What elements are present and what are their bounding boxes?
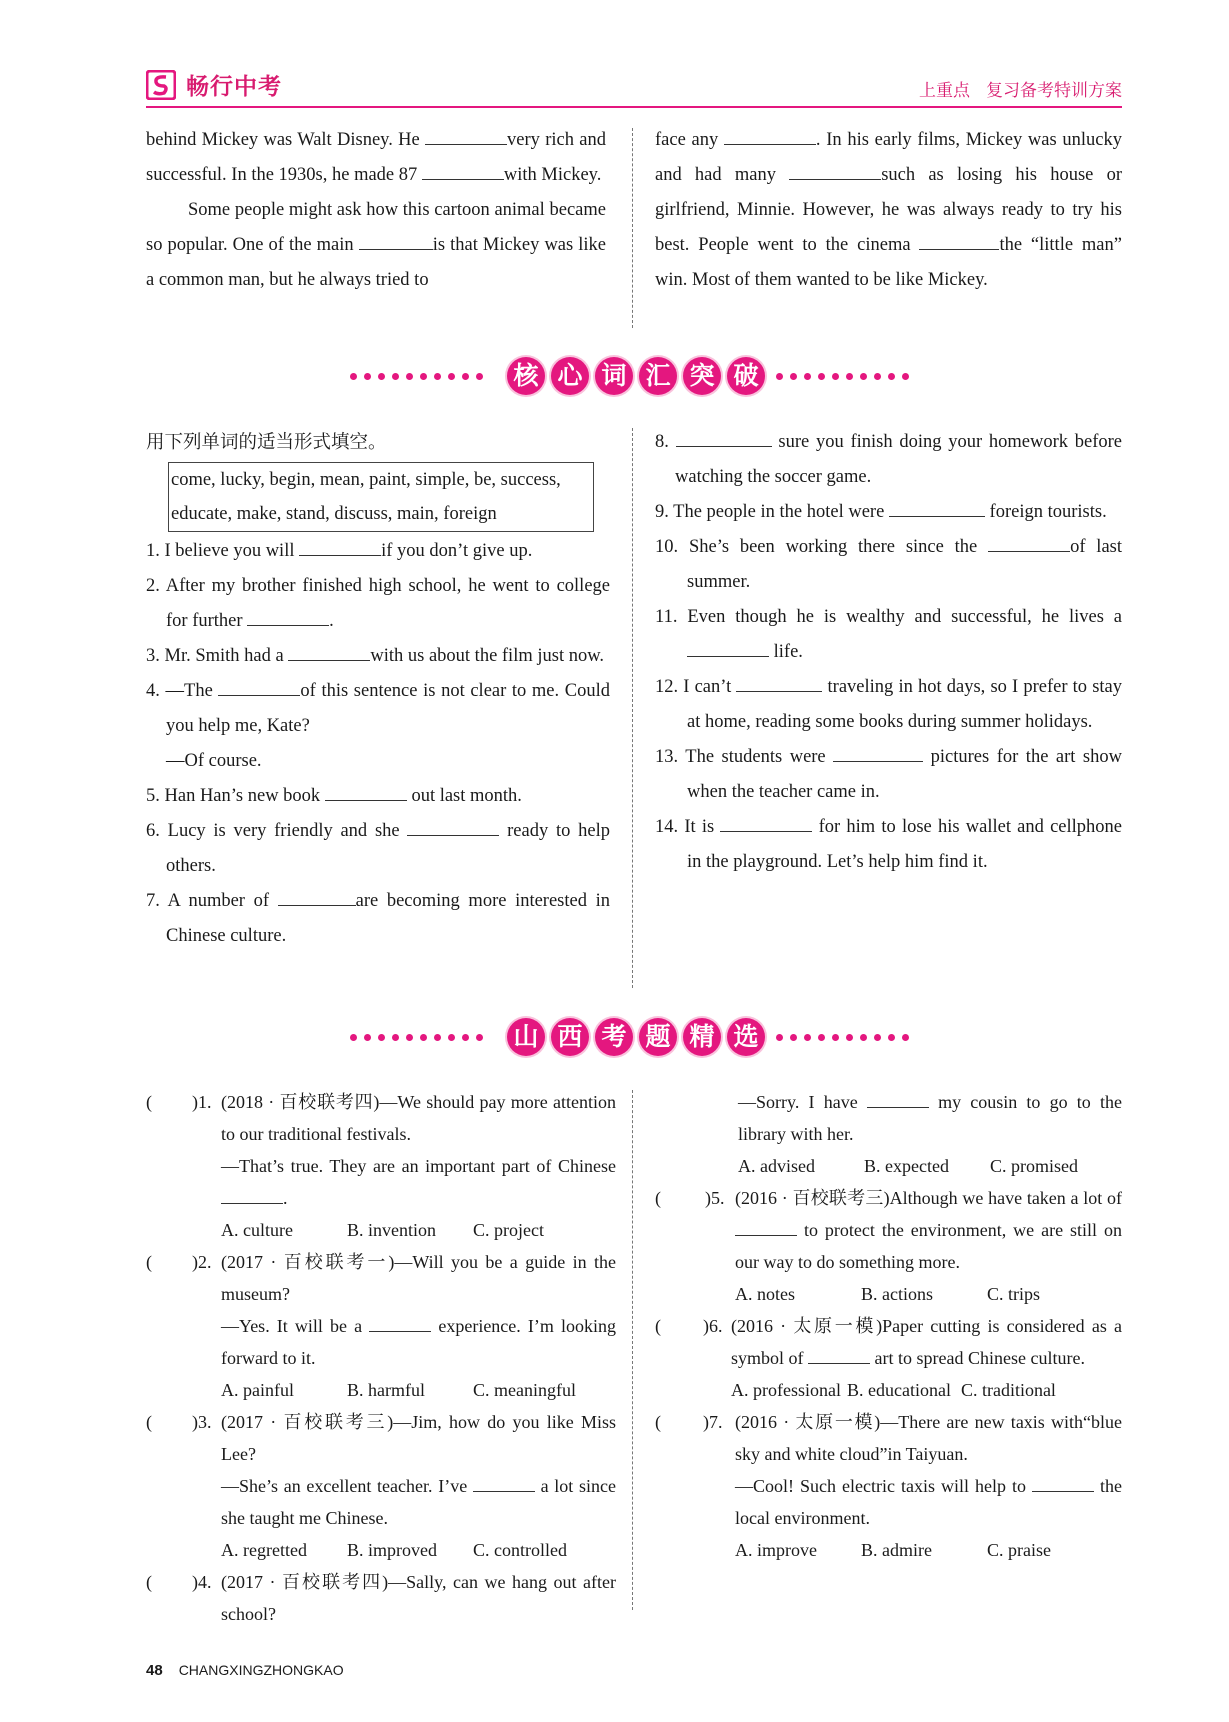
question-text: to protect the environment, we are still on our way to do something more. [735, 1220, 1122, 1272]
item-text: . [329, 611, 334, 631]
vocab-item-6 [146, 814, 610, 884]
answer-paren[interactable]: ( [146, 1572, 152, 1592]
column-divider [632, 1090, 633, 1610]
header-tagline [903, 76, 1122, 101]
question-3 [146, 1406, 616, 1566]
vocab-item-2 [146, 569, 610, 639]
question-text: —Yes. It will be a [221, 1316, 370, 1336]
question-text: experience. I’m looking forward to it. [221, 1316, 617, 1368]
option-c[interactable]: C. praise [987, 1540, 1051, 1560]
answer-blank[interactable] [288, 642, 370, 662]
word-bank-line: educate, make, stand, discuss, main, foreign [171, 504, 497, 524]
answer-blank[interactable] [359, 231, 433, 251]
passage-text: with Mickey. [503, 165, 602, 185]
item-text: foreign tourists. [984, 502, 1107, 522]
title-char: 汇 [639, 357, 677, 395]
question-text: the local environment. [735, 1476, 1122, 1528]
decorative-dots-left [350, 1034, 490, 1042]
passage-text: such as losing his house or girlfriend, Minnie. However, he was always ready to try his best. People went to the cinema [655, 165, 1122, 255]
title-char: 突 [683, 357, 721, 395]
item-number: 7. [146, 891, 160, 911]
answer-blank[interactable] [724, 126, 816, 146]
option-a[interactable]: A. culture [221, 1220, 293, 1240]
decorative-dots-left [350, 373, 490, 381]
item-text: of last summer. [687, 537, 1122, 592]
answer-blank[interactable] [299, 537, 381, 557]
item-text: sure you finish doing your homework before watching the soccer game. [675, 432, 1122, 487]
passage-paragraph-3 [655, 123, 1122, 298]
question-number: )2. [192, 1252, 212, 1272]
page-number: 48 [146, 1662, 163, 1679]
answer-blank[interactable] [988, 533, 1070, 553]
question-text: —She’s an excellent teacher. I’ve [221, 1476, 473, 1496]
option-b[interactable]: B. expected [864, 1156, 949, 1176]
item-number: 14. [655, 817, 679, 837]
item-number: 6. [146, 821, 160, 841]
option-b[interactable]: B. educational [846, 1380, 951, 1400]
answer-blank[interactable] [676, 428, 772, 448]
item-number: 13. [655, 747, 679, 767]
section-title-chars [507, 352, 771, 402]
option-a[interactable]: A. improve [735, 1540, 817, 1560]
answer-blank[interactable] [687, 638, 769, 658]
word-bank-line: come, lucky, begin, mean, paint, simple, be, success, [171, 470, 561, 490]
answer-blank[interactable] [278, 887, 356, 907]
title-char: 考 [595, 1018, 633, 1056]
tagline-part-1: 上重点 [919, 81, 970, 101]
answer-paren[interactable]: ( [655, 1316, 661, 1336]
instruction: 用下列单词的适当形式填空。 [146, 432, 387, 453]
item-text: traveling in hot days, so I prefer to stay at home, reading some books during summer holidays. [687, 677, 1122, 732]
item-number: 12. [655, 677, 679, 697]
item-number: 11. [655, 607, 678, 627]
page-footer [146, 1662, 344, 1679]
item-number: 9. [655, 502, 669, 522]
title-char: 山 [507, 1018, 545, 1056]
item-text: are becoming more interested in Chinese culture. [166, 891, 610, 946]
item-text: The students were [685, 747, 834, 767]
passage-text: the “little man” win. Most of them wanted to be like Mickey. [655, 235, 1122, 290]
passage-text: very rich and successful. In the 1930s, he made 87 [146, 130, 606, 185]
answer-blank[interactable] [425, 126, 507, 146]
title-char: 选 [727, 1018, 765, 1056]
option-b[interactable]: B. invention [347, 1220, 436, 1240]
item-number: 10. [655, 537, 679, 557]
section-title-shanxi-exam [0, 1013, 1229, 1063]
question-number: )3. [192, 1412, 212, 1432]
item-text: ready to help others. [166, 821, 610, 876]
answer-paren[interactable]: ( [655, 1412, 661, 1432]
vocab-item-5 [146, 779, 610, 814]
question-text: a lot since she taught me Chinese. [221, 1476, 616, 1528]
answer-paren[interactable]: ( [146, 1092, 152, 1112]
answer-blank[interactable] [407, 817, 499, 837]
option-a[interactable]: A. professional [731, 1380, 841, 1400]
page-header [146, 66, 1122, 108]
vocab-item-14 [655, 810, 1122, 880]
item-text: The people in the hotel were [673, 502, 889, 522]
title-char: 西 [551, 1018, 589, 1056]
question-text: —Sally, can we hang out after school? [221, 1572, 617, 1624]
item-number: 5. [146, 786, 160, 806]
answer-blank[interactable] [325, 782, 407, 802]
question-text: —There are new taxis with“blue sky and white cloud”in Taiyuan. [735, 1412, 1122, 1464]
answer-blank[interactable] [833, 743, 923, 763]
question-number: )5. [705, 1188, 725, 1208]
option-a[interactable]: A. notes [735, 1284, 795, 1304]
passage-right-column [655, 123, 1122, 298]
answer-paren[interactable]: ( [655, 1188, 661, 1208]
option-c[interactable]: C. trips [987, 1284, 1041, 1304]
question-text: —Jim, how do you like Miss Lee? [221, 1412, 616, 1464]
item-text: for him to lose his wallet and cellphone in the playground. Let’s help him find it. [687, 817, 1123, 872]
item-text: I can’t [683, 677, 737, 697]
option-a[interactable]: A. advised [738, 1156, 815, 1176]
question-1 [146, 1086, 616, 1246]
question-number: )7. [703, 1412, 723, 1432]
item-text: pictures for the art show when the teacher came in. [687, 747, 1122, 802]
title-char: 心 [551, 357, 589, 395]
question-7 [655, 1406, 1122, 1566]
item-number: 3. [146, 646, 160, 666]
title-char: 词 [595, 357, 633, 395]
answer-blank[interactable] [247, 607, 329, 627]
item-text: I believe you will [164, 541, 300, 561]
question-text: —We should pay more attention to our traditional festivals. [221, 1092, 617, 1144]
answer-blank[interactable] [808, 1345, 870, 1364]
item-text: Lucy is very friendly and she [167, 821, 408, 841]
option-c[interactable]: C. traditional [960, 1380, 1056, 1400]
vocab-item-8 [655, 425, 1122, 495]
item-text: of this sentence is not clear to me. Could you help me, Kate? [166, 681, 611, 736]
item-text: if you don’t give up. [381, 541, 533, 561]
question-source: (2017 · 百校联考一) [221, 1252, 395, 1272]
section-title-chars [507, 1013, 771, 1063]
answer-blank[interactable] [789, 161, 881, 181]
option-a[interactable]: A. painful [221, 1380, 294, 1400]
section-title-core-vocabulary [0, 352, 1229, 402]
answer-blank[interactable] [720, 813, 812, 833]
question-text: art to spread Chinese culture. [870, 1348, 1085, 1368]
question-4-continued [655, 1086, 1122, 1182]
decorative-dots-right [776, 373, 916, 381]
item-number: 1. [146, 541, 160, 561]
item-number: 4. [146, 681, 160, 701]
vocab-item-13 [655, 740, 1122, 810]
vocab-item-7 [146, 884, 610, 954]
vocab-left-column [146, 425, 610, 954]
option-b[interactable]: B. actions [861, 1284, 933, 1304]
question-text: . [283, 1188, 288, 1208]
question-source: (2016 · 百校联考三) [735, 1188, 890, 1208]
footer-name: CHANGXINGZHONGKAO [178, 1662, 344, 1678]
question-number: )6. [703, 1316, 723, 1336]
item-text: She’s been working there since the [688, 537, 989, 557]
question-source: (2017 · 百校联考四) [221, 1572, 389, 1592]
item-text: Mr. Smith had a [164, 646, 289, 666]
answer-paren[interactable]: ( [146, 1412, 152, 1432]
vocab-item-10 [655, 530, 1122, 600]
item-text: —The [165, 681, 219, 701]
answer-blank[interactable] [218, 677, 300, 697]
passage-paragraph-2 [146, 193, 606, 298]
question-text: —Sorry. I have [738, 1092, 867, 1112]
vocab-item-3 [146, 639, 610, 674]
passage-paragraph-1 [146, 123, 606, 193]
vocab-item-9 [655, 495, 1122, 530]
question-source: (2016 · 太原一模) [731, 1316, 883, 1336]
question-text: Paper cutting is considered as a symbol of [731, 1316, 1123, 1368]
option-c[interactable]: C. promised [990, 1156, 1078, 1176]
passage-text: . In his early films, Mickey was unlucky and had many [655, 130, 1122, 185]
answer-paren[interactable]: ( [146, 1252, 152, 1272]
option-c[interactable]: C. meaningful [473, 1380, 576, 1400]
question-number: )1. [192, 1092, 212, 1112]
item-text: A number of [167, 891, 278, 911]
vocab-item-12 [655, 670, 1122, 740]
title-char: 题 [639, 1018, 677, 1056]
answer-blank[interactable] [1032, 1473, 1094, 1492]
vocab-item-4-reply: —Of course. [166, 751, 262, 771]
vocab-item-11 [655, 600, 1122, 670]
question-number: )4. [192, 1572, 212, 1592]
passage-text: is that Mickey was like a common man, but he always tried to [146, 235, 607, 290]
option-c[interactable]: C. project [473, 1220, 544, 1240]
answer-blank[interactable] [735, 1217, 797, 1236]
item-number: 8. [655, 432, 669, 452]
option-c[interactable]: C. controlled [473, 1540, 567, 1560]
item-text: Han Han’s new book [164, 786, 325, 806]
question-text: my cousin to go to the library with her. [738, 1092, 1122, 1144]
item-text: out last month. [406, 786, 522, 806]
question-text: —Cool! Such electric taxis will help to [735, 1476, 1032, 1496]
question-4 [146, 1566, 616, 1630]
logo-icon [146, 70, 176, 100]
vocab-right-column [655, 425, 1122, 880]
option-a[interactable]: A. regretted [221, 1540, 307, 1560]
exam-left-column [146, 1086, 616, 1630]
option-b[interactable]: B. admire [861, 1540, 932, 1560]
question-2 [146, 1246, 616, 1406]
answer-blank[interactable] [867, 1089, 929, 1108]
title-char: 破 [727, 357, 765, 395]
tagline-part-2: 复习备考特训方案 [986, 81, 1122, 101]
option-b[interactable]: B. harmful [347, 1380, 425, 1400]
answer-blank[interactable] [422, 161, 504, 181]
item-text: life. [769, 642, 803, 662]
title-char: 精 [683, 1018, 721, 1056]
answer-blank[interactable] [736, 673, 822, 693]
answer-blank[interactable] [369, 1313, 431, 1332]
word-bank [168, 462, 594, 532]
answer-blank[interactable] [221, 1185, 283, 1204]
item-number: 2. [146, 576, 160, 596]
question-source: (2016 · 太原一模) [735, 1412, 881, 1432]
passage-left-column [146, 123, 606, 298]
passage-text: behind Mickey was Walt Disney. He [146, 130, 426, 150]
item-text: with us about the film just now. [370, 646, 604, 666]
answer-blank[interactable] [889, 498, 985, 518]
passage-text: Some people might ask how this cartoon animal became so popular. One of the main [146, 200, 606, 255]
item-text: After my brother finished high school, he went to college for further [165, 576, 610, 631]
answer-blank[interactable] [919, 231, 999, 251]
passage-text: face any [655, 130, 724, 150]
item-text: It is [684, 817, 721, 837]
question-6 [655, 1310, 1122, 1406]
vocab-item-1 [146, 534, 610, 569]
question-source: (2017 · 百校联考三) [221, 1412, 394, 1432]
question-5 [655, 1182, 1122, 1310]
question-text: —Will you be a guide in the museum? [221, 1252, 616, 1304]
option-b[interactable]: B. improved [347, 1540, 437, 1560]
title-char: 核 [507, 357, 545, 395]
brand-title: 畅行中考 [186, 74, 282, 100]
vocab-item-4 [146, 674, 610, 744]
answer-blank[interactable] [473, 1473, 535, 1492]
question-text: Although we have taken a lot of [889, 1188, 1122, 1208]
column-divider [632, 428, 633, 988]
column-divider [632, 128, 633, 328]
item-text: Even though he is wealthy and successful, he lives a [687, 607, 1123, 627]
question-source: (2018 · 百校联考四) [221, 1092, 380, 1112]
exam-right-column [655, 1086, 1122, 1566]
decorative-dots-right [776, 1034, 916, 1042]
question-text: —That’s true. They are an important part of Chinese [221, 1156, 616, 1176]
